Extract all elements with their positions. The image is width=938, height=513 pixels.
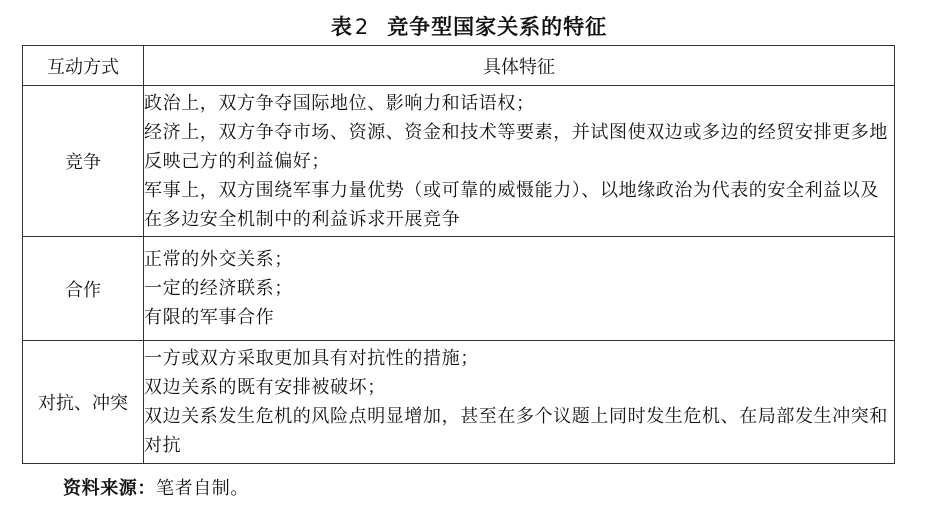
source-label: 资料来源： [63,478,156,499]
feature-line: 政治上，双方争夺国际地位、影响力和话语权； [144,92,535,114]
feature-line: 双边关系的既有安排被破坏； [144,377,386,398]
header-features: 具体特征 [144,46,895,86]
row-features [144,341,895,464]
source-note [63,478,249,500]
table-caption [0,14,938,40]
source-text: 笔者自制。 [156,478,249,499]
feature-line: 正常的外交关系； [144,249,293,270]
feature-line: 军事上，双方围绕军事力量优势（或可靠的威慑能力）、以地缘政治为代表的安全利益以及在多边安全机制中的利益诉求开展竞争 [144,179,879,230]
header-row [23,46,895,86]
feature-line: 一定的经济联系； [144,278,293,299]
table-row [23,86,895,237]
row-mode: 对抗、冲突 [23,341,144,464]
row-features [144,237,895,341]
feature-line: 一方或双方采取更加具有对抗性的措施； [144,348,479,369]
row-mode: 合作 [23,237,144,341]
header-mode: 互动方式 [23,46,144,86]
table-row [23,237,895,341]
feature-line: 经济上，双方争夺市场、资源、资金和技术等要素，并试图使双边或多边的经贸安排更多地反映己方的利益偏好； [144,121,888,172]
feature-line: 双边关系发生危机的风险点明显增加，甚至在多个议题上同时发生危机、在局部发生冲突和对抗 [144,406,888,456]
row-mode: 竞争 [23,86,144,237]
caption-prefix: 表 [330,15,353,39]
features-table [22,45,895,464]
row-features [144,86,895,237]
caption-number: 2 [354,15,370,39]
table-row [23,341,895,464]
caption-title: 竞争型国家关系的特征 [387,15,608,39]
feature-line: 有限的军事合作 [144,307,275,328]
